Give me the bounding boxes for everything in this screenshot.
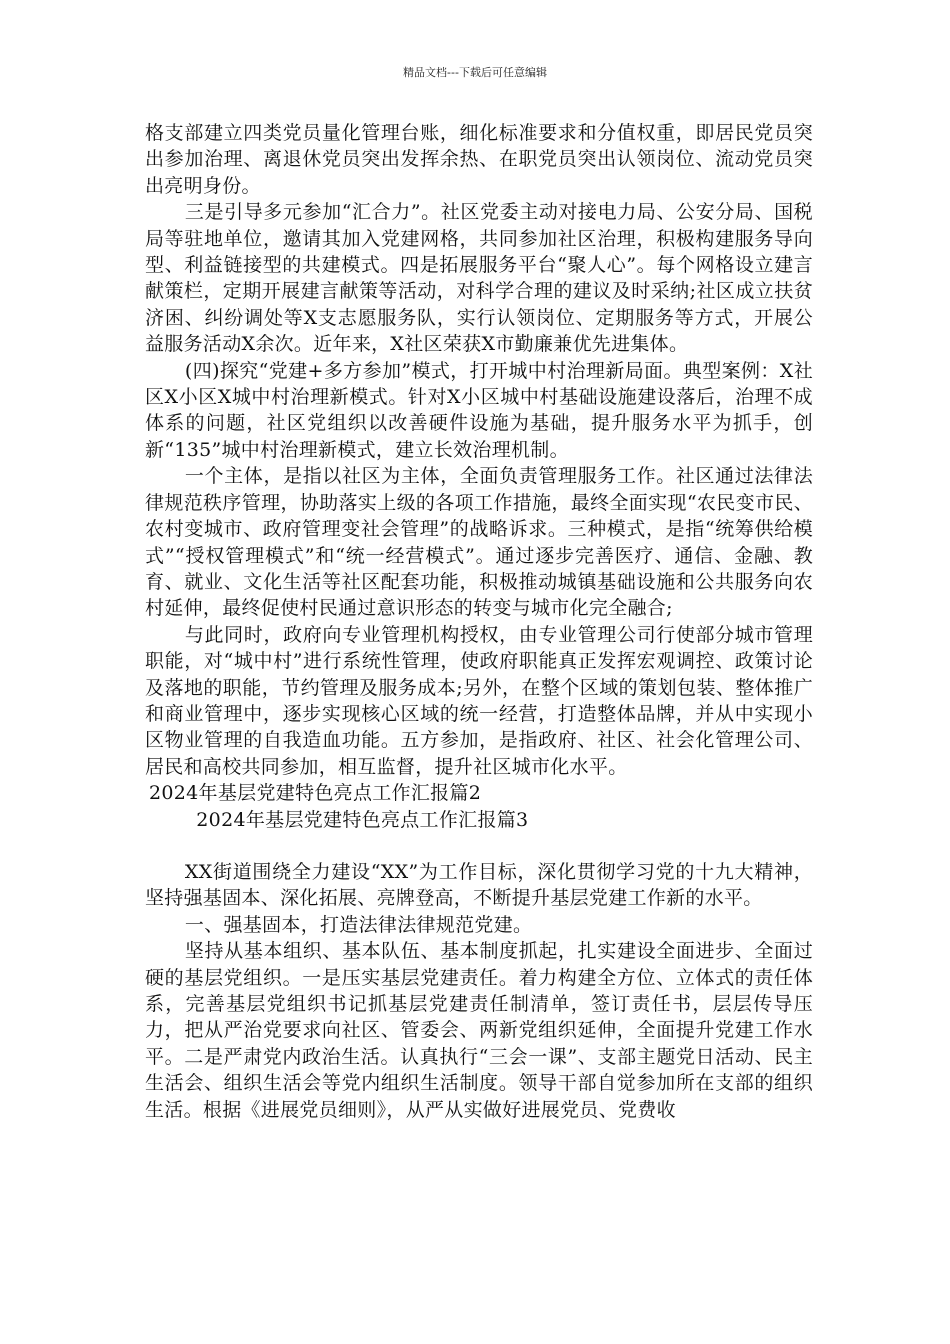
section-subheading: 一、强基固本，打造法律法律规范党建。	[184, 913, 533, 936]
paragraph: 坚持从基本组织、基本队伍、基本制度抓起，扎实建设全面进步、全面过硬的基层党组织。一是压实基层党建责任。着力构建全方位、立体式的责任体系，完善基层党组织书记抓基层党建责任制清单，签订责任书，层层传导压力，把从严治党要求向社区、管委会、两新党组织延伸，全面提升党建工作水平。二是严肃党内政治生活。认真执行“三会一课”、支部主题党日活动、民主生活会、组织生活会等党内组织生活制度。领导干部自觉参加所在支部的组织生活。根据《进展党员细则》，从严从实做好进展党员、党费收	[145, 940, 813, 1121]
section-title-3: 2024年基层党建特色亮点工作汇报篇3	[196, 808, 529, 831]
paragraph: 一个主体，是指以社区为主体，全面负责管理服务工作。社区通过法律法律规范秩序管理，协助落实上级的各项工作措施，最终全面实现“农民变市民、农村变城市、政府管理变社会管理”的战略诉求。三种模式，是指“统筹供给模式”“授权管理模式”和“统一经营模式”。通过逐步完善医疗、通信、金融、教育、就业、文化生活等社区配套功能，积极推动城镇基础设施和公共服务向农村延伸，最终促使村民通过意识形态的转变与城市化完全融合;	[145, 465, 813, 620]
blank-line	[145, 833, 813, 859]
section-title-2: 2024年基层党建特色亮点工作汇报篇2	[149, 782, 482, 805]
paragraph: (四)探究“党建+多方参加”模式，打开城中村治理新局面。典型案例：X社区X小区X城中村治理新模式。针对X小区城中村基础设施建设落后，治理不成体系的问题，社区党组织以改善硬件设施为基础，提升服务水平为抓手，创新“135”城中村治理新模式，建立长效治理机制。	[145, 359, 813, 461]
paragraph-continued: 格支部建立四类党员量化管理台账，细化标准要求和分值权重，即居民党员突出参加治理、离退休党员突出发挥余热、在职党员突出认领岗位、流动党员突出亮明身份。	[145, 122, 813, 197]
page-header: 精品文档---下载后可任意编辑	[403, 66, 547, 79]
paragraph: 与此同时，政府向专业管理机构授权，由专业管理公司行使部分城市管理职能，对“城中村”进行系统性管理，使政府职能真正发挥宏观调控、政策讨论及落地的职能，节约管理及服务成本;另外，在整个区域的策划包装、整体推广和商业管理中，逐步实现核心区域的统一经营，打造整体品牌，并从中实现小区物业管理的自我造血功能。五方参加，是指政府、社区、社会化管理公司、居民和高校共同参加，相互监督，提升社区城市化水平。	[145, 623, 813, 778]
paragraph: 三是引导多元参加“汇合力”。社区党委主动对接电力局、公安分局、国税局等驻地单位，邀请其加入党建网格，共同参加社区治理，积极构建服务导向型、利益链接型的共建模式。四是拓展服务平台“聚人心”。每个网格设立建言献策栏，定期开展建言献策等活动，对科学合理的建议及时采纳;社区成立扶贫济困、纠纷调处等X支志愿服务队，实行认领岗位、定期服务等方式，开展公益服务活动X余次。近年来，X社区荣获X市勤廉兼优先进集体。	[145, 201, 813, 356]
paragraph: XX街道围绕全力建设“XX”为工作目标，深化贯彻学习党的十九大精神，坚持强基固本、深化拓展、亮牌登高，不断提升基层党建工作新的水平。	[145, 860, 813, 910]
document-body	[145, 120, 813, 1123]
